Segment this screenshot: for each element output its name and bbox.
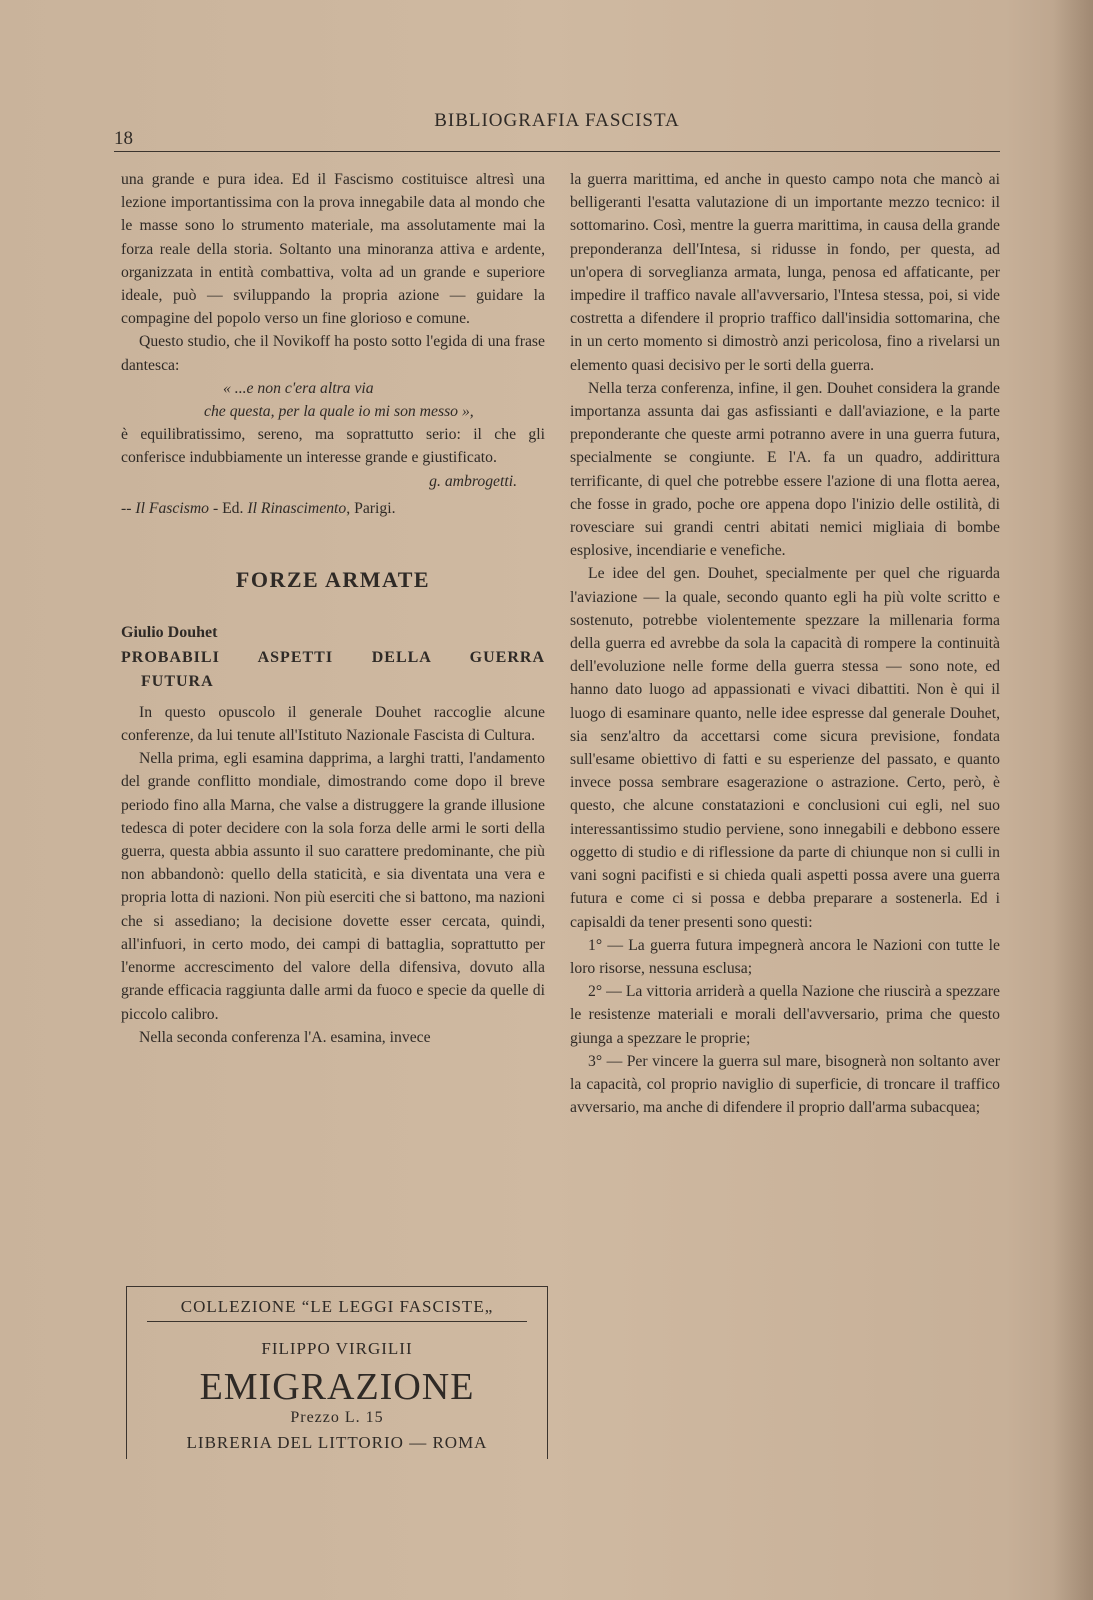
reference-prefix: -- — [121, 499, 136, 517]
reference-middle: - Ed. — [209, 499, 248, 517]
review-title-line-2: FUTURA — [141, 672, 214, 690]
continuation-paragraph: una grande e pura idea. Ed il Fascismo costituisce altresì una lezione importantissima con la prova innegabile data al mondo che le masse sono lo strumento materiale, ma assolutamente mai la forza reale della storia. Soltanto una minoranza attiva e ardente, organizzata in entità combattiva, volta ad un grande e superiore ideale, può — sviluppando la propria azione — guidare la compagine del popolo verso un fine glorioso e comune. — [121, 171, 545, 328]
ad-author: FILIPPO VIRGILII — [261, 1339, 413, 1358]
section-heading: FORZE ARMATE — [235, 567, 431, 593]
review-title-line-1: PROBABILI ASPETTI DELLA GUERRA — [121, 649, 545, 667]
right-column — [570, 168, 1000, 1119]
paragraph: è equilibratissimo, sereno, ma soprattutto serio: il che gli conferisce indubbiamente un interesse grande e giustificato. — [121, 426, 545, 467]
reference-title: Il Fascismo — [135, 499, 210, 517]
dante-quote-line-1: « ...e non c'era altra via — [223, 379, 374, 397]
header-rule — [114, 151, 1000, 152]
paragraph: Nella prima, egli esamina dapprima, a larghi tratti, l'andamento del grande conflitto mondiale, dimostrando come dopo il breve periodo fino alla Marna, che valse a distruggere la grande illusione tedesca di poter decidere con la sola forza delle armi le sorti della guerra, questa abbia assunto il suo carattere predominante, che più non abbandonò: quello della staticità, e sia diventata una vera e propria lotta di nazioni. Non più eserciti che si battono, ma nazioni che si assediano; la decisione dovette esser cercata, quindi, all'infuori, in certo modo, dei campi di battaglia, soprattutto per l'enorme accrescimento del valore della difensiva, dovuto alla grande efficacia raggiunta dalle armi da fuoco e specie da quelle di piccolo calibro. — [121, 750, 545, 1023]
left-column — [121, 168, 545, 1049]
paragraph: In questo opuscolo il generale Douhet raccoglie alcune conferenze, da lui tenute all'Istituto Nazionale Fascista di Cultura. — [121, 703, 545, 745]
ad-series: COLLEZIONE “LE LEGGI FASCISTE„ — [180, 1297, 494, 1316]
list-item: 1° — La guerra futura impegnerà ancora le Nazioni con tutte le loro risorse, nessuna esclusa; — [570, 936, 1000, 977]
paragraph: Questo studio, che il Novikoff ha posto sotto l'egida di una frase dantesca: — [121, 333, 545, 374]
ad-price: Prezzo L. 15 — [290, 1409, 384, 1426]
review-author: Giulio Douhet — [121, 624, 218, 642]
list-item: 2° — La vittoria arriderà a quella Nazione che riuscirà a spezzare le resistenze materiali e morali dell'avversario, prima che questo giunga a spezzare le proprie; — [570, 983, 1000, 1047]
list-item: 3° — Per vincere la guerra sul mare, bisognerà non soltanto aver la capacità, col proprio naviglio di superficie, di troncare il traffico avversario, ma anche di difendere il proprio dall'arma subacquea; — [570, 1052, 1000, 1117]
ad-title: EMIGRAZIONE — [199, 1366, 475, 1408]
reference-publisher: Il Rinascimento — [247, 499, 347, 517]
paragraph: Nella terza conferenza, infine, il gen. Douhet considera la grande importanza assunta dai gas asfissianti e dall'aviazione, e la parte preponderante che queste armi potranno avere in una guerra futura, specialmente se congiunte. E l'A. fa un quadro, addirittura terrificante, di quel che potrebbe essere l'azione di una flotta aerea, che fosse in grado, poche ore appena dopo l'inizio delle ostilità, di rovesciare sui grandi centri abitati nemici migliaia di bombe esplosive, incendiarie e venefiche. — [570, 379, 1000, 560]
page-edge-shadow — [1053, 0, 1093, 1600]
ad-publisher: LIBRERIA DEL LITTORIO — ROMA — [186, 1433, 488, 1452]
ad-rule — [147, 1321, 527, 1322]
reviewer-signature: g. ambrogetti. — [429, 472, 517, 490]
paragraph: la guerra marittima, ed anche in questo campo nota che mancò ai belligeranti l'esatta valutazione di un importante mezzo tecnico: il sottomarino. Così, mentre la guerra marittima, in causa della grande preponderanza dell'Intesa, si ridusse in fondo, per questa, ad un'opera di sorveglianza armata, lunga, penosa ed affaticante, per impedire il traffico navale all'avversario, l'Intesa stessa, poi, si vide costretta a difendere il proprio traffico dall'insidia sottomarina, che in un certo momento si dimostrò anzi pericolosa, fino a rivelarsi un elemento quasi decisivo per le sorti della guerra. — [570, 171, 1000, 374]
paragraph: Le idee del gen. Douhet, specialmente per quel che riguarda l'aviazione — la quale, secondo quanto egli ha più volte scritto e sostenuto, potrebbe violentemente spezzare la millenaria forma della guerra ed avrebbe da sola la capacità di rompere la continuità dell'evoluzione nelle forme della guerra stessa — sono note, ed hanno dato luogo ad appassionati e vivaci dibattiti. Non è qui il luogo di esaminare quanto, nelle idee espresse dal generale Douhet, sia senz'altro da accettarsi come sicura previsione, fondata sull'esame obiettivo di fatti e su esperienze del passato, e quanto invece possa sembrare esagerazione o astrazione. Certo, però, è questo, che alcune constatazioni e conclusioni cui egli, nel suo interessantissimo studio perviene, sono innegabili e debbono essere oggetto di studio e di riflessione da parte di chiunque non si culli in vani sogni pacifisti e si chieda quali aspetti possa avere una guerra futura e come ci si possa e debba preparare a sostenerla. Ed i capisaldi da tener presenti sono questi: — [570, 565, 1000, 931]
advertisement-box — [126, 1286, 548, 1459]
reference-suffix: , Parigi. — [346, 499, 396, 517]
paragraph: Nella seconda conferenza l'A. esamina, invece — [139, 1028, 431, 1046]
dante-quote-line-2: che questa, per la quale io mi son messo », — [204, 403, 474, 421]
bibliographic-reference — [121, 497, 545, 520]
running-title: BIBLIOGRAFIA FASCISTA — [434, 110, 680, 131]
page-number: 18 — [114, 128, 133, 149]
page-header — [114, 110, 1000, 150]
